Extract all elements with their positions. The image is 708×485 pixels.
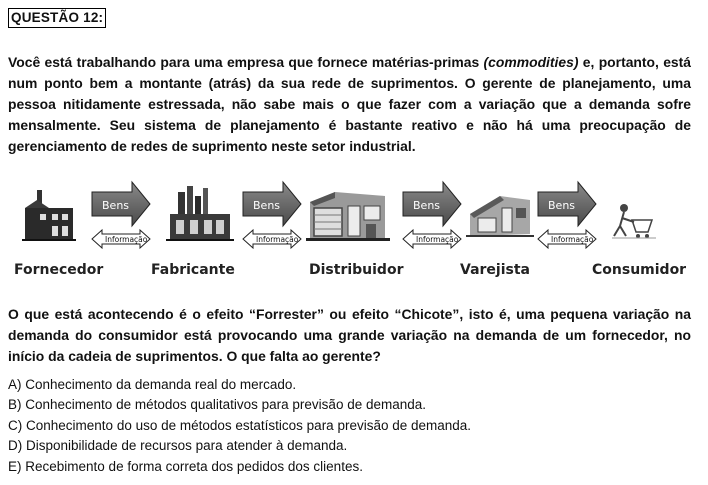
goods-label: Bens <box>253 199 281 212</box>
option-e[interactable] <box>8 457 471 477</box>
question-intro <box>8 52 691 157</box>
goods-label: Bens <box>102 199 130 212</box>
option-letter: A) <box>8 377 22 392</box>
node-label-distributor: Distribuidor <box>309 262 404 278</box>
option-c[interactable] <box>8 416 471 436</box>
flow-arrows-3 <box>403 182 461 248</box>
flow-arrows-4 <box>538 182 596 248</box>
intro-text-start: Você está trabalhando para uma empresa que fornece matérias-primas <box>8 54 484 70</box>
option-a[interactable] <box>8 375 471 395</box>
option-letter: E) <box>8 458 22 474</box>
node-label-manufacturer: Fabricante <box>151 262 235 278</box>
store-icon <box>466 196 534 237</box>
manufacturing-plant-icon <box>166 186 234 241</box>
answer-options <box>8 375 471 477</box>
option-text: Conhecimento de métodos qualitativos para previsão de demanda. <box>25 397 427 413</box>
flow-arrows-2 <box>243 182 301 248</box>
option-letter: D) <box>8 438 23 454</box>
goods-label: Bens <box>548 199 576 212</box>
question-prompt: O que está acontecendo é o efeito “Forrester” ou efeito “Chicote”, isto é, uma pequena variação na demanda do consumidor está provocando uma grande variação na demanda de um fornecedor, no início da cadeia de suprimentos. O que falta ao gerente? <box>8 306 691 364</box>
intro-text-end: e, portanto, está num ponto bem a montante (atrás) da sua rede de suprimentos. O gerente de planejamento, uma pessoa nitidamente estressada, não sabe mais o que fazer com a variação que a demanda sofre mensalmente. Seu sistema de planejamento é bastante reativo e não há uma preocupação de gerenciamento de redes de suprimento neste setor industrial. <box>8 54 691 154</box>
option-b[interactable] <box>8 395 471 415</box>
option-text: Disponibilidade de recursos para atender à demanda. <box>26 438 348 454</box>
intro-italic-term: (commodities) <box>483 54 579 70</box>
info-label: Informação <box>256 235 299 244</box>
question-header: QUESTÃO 12: <box>8 8 106 28</box>
goods-label: Bens <box>413 199 441 212</box>
option-letter: C) <box>8 417 23 433</box>
node-label-supplier: Fornecedor <box>14 262 104 278</box>
info-label: Informação <box>105 235 148 244</box>
flow-arrows-1 <box>92 182 150 248</box>
factory-icon <box>22 190 76 241</box>
node-label-consumer: Consumidor <box>592 262 687 278</box>
consumer-icon <box>612 204 656 238</box>
option-d[interactable] <box>8 436 471 456</box>
option-letter: B) <box>8 397 22 413</box>
info-label: Informação <box>416 235 459 244</box>
info-label: Informação <box>551 235 594 244</box>
option-text: Recebimento de forma correta dos pedidos dos clientes. <box>25 458 363 474</box>
option-text: Conhecimento do uso de métodos estatísticos para previsão de demanda. <box>26 417 472 433</box>
option-text: Conhecimento da demanda real do mercado. <box>25 377 297 392</box>
warehouse-icon <box>306 192 390 241</box>
node-label-retailer: Varejista <box>460 262 530 278</box>
